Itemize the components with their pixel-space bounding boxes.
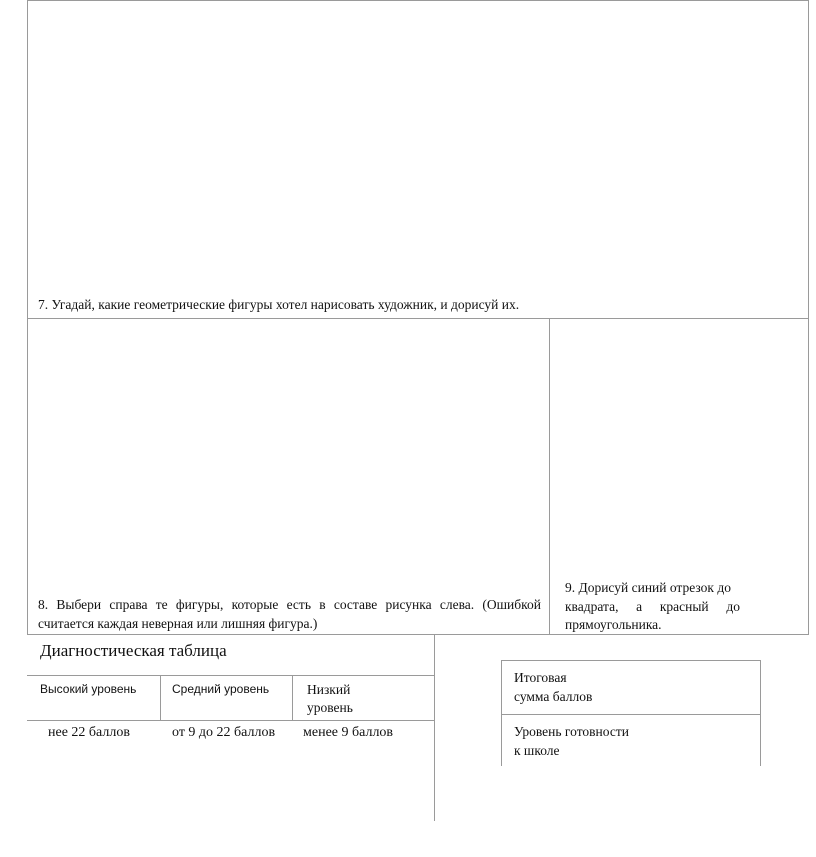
frame-bottom-border [27, 634, 809, 635]
diag-header-top-border [27, 675, 435, 676]
diag-table-right-border [434, 635, 435, 821]
task8-instruction-line1: 8. Выбери справа те фигуры, которые есть в составе рисунка слева. (Ошибкой [38, 597, 541, 612]
summary-left-border [501, 660, 502, 766]
task9-instruction-line1: 9. Дорисуй синий отрезок до [565, 580, 731, 595]
summary-total-label [514, 668, 592, 706]
summary-total-line1: Итоговая [514, 670, 567, 685]
summary-total-line2: сумма баллов [514, 689, 593, 704]
diag-table-title: Диагностическая таблица [40, 641, 227, 660]
diag-value-medium: от 9 до 22 баллов [172, 725, 276, 740]
diag-value-high: нее 22 баллов [48, 725, 130, 740]
task7-instruction: 7. Угадай, какие геометрические фигуры хотел нарисовать художник, и дорисуй их. [38, 297, 520, 312]
task9-instruction-line3: прямоугольника. [565, 617, 662, 632]
summary-readiness-line2: к школе [514, 743, 560, 758]
summary-readiness-label [514, 722, 629, 760]
summary-top-border [501, 660, 761, 661]
frame-top-border [27, 0, 809, 1]
diag-header-low-line1: Низкий [307, 682, 351, 697]
diag-value-low: менее 9 баллов [303, 725, 394, 740]
diag-col-divider-2 [292, 675, 293, 721]
diag-header-medium: Средний уровень [172, 682, 270, 696]
frame-row-divider [27, 318, 809, 319]
task9-instruction-line2: квадрата, а красный до [565, 599, 740, 614]
summary-right-border [760, 660, 761, 766]
summary-row-divider [501, 714, 761, 715]
diag-header-low-line2: уровень [307, 700, 353, 715]
diag-header-low [307, 681, 353, 717]
task8-task9-divider [549, 318, 550, 635]
diag-header-high: Высокий уровень [40, 682, 137, 696]
diag-col-divider-1 [160, 675, 161, 721]
summary-readiness-line1: Уровень готовности [514, 724, 629, 739]
diag-header-bottom-border [27, 720, 435, 721]
task8-instruction-line2: считается каждая неверная или лишняя фигура.) [38, 616, 318, 631]
